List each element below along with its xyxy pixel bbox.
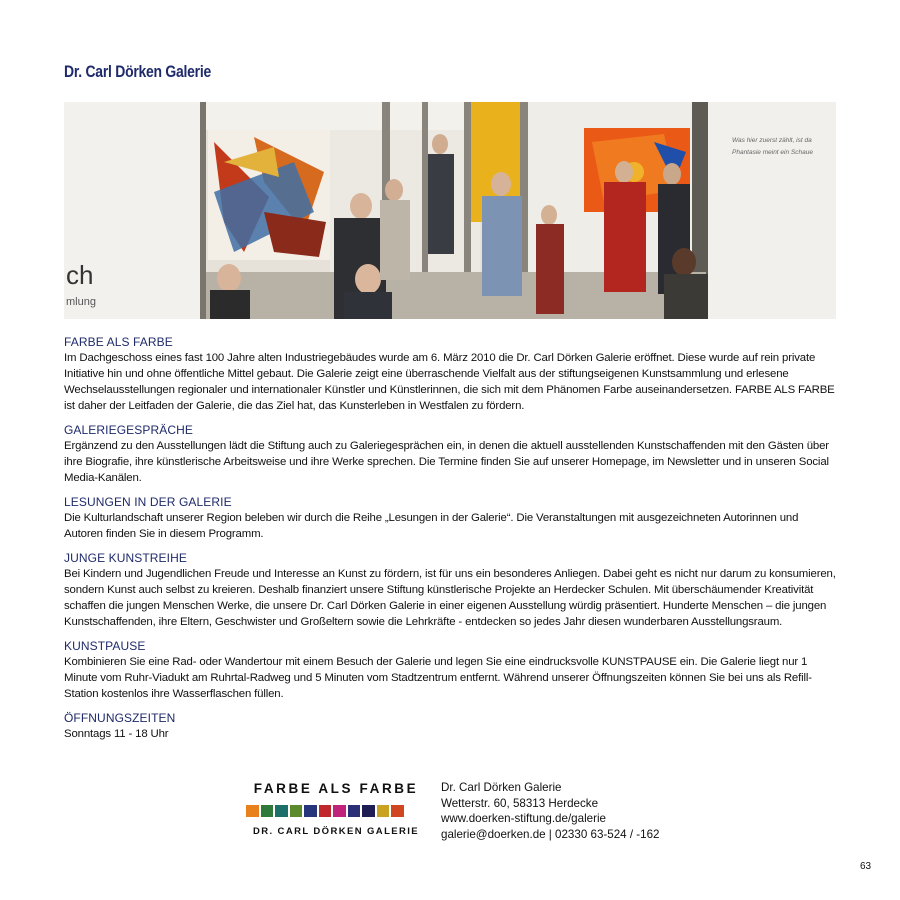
logo-swatch bbox=[348, 805, 361, 817]
address-street: Wetterstr. 60, 58313 Herdecke bbox=[441, 796, 599, 810]
section-heading: ÖFFNUNGSZEITEN bbox=[64, 711, 176, 725]
section-heading: LESUNGEN IN DER GALERIE bbox=[64, 495, 232, 509]
page-number: 63 bbox=[860, 861, 872, 872]
wall-text-right-2: Phantasie meint ein Schaue bbox=[732, 149, 813, 156]
logo-swatch bbox=[319, 805, 332, 817]
gallery-logo bbox=[246, 781, 426, 837]
logo-top-text: FARBE ALS FARBE bbox=[253, 781, 419, 796]
section-text: Im Dachgeschoss eines fast 100 Jahre alten Industriegebäudes wurde am 6. März 2010 die Dr. Carl Dörken Galerie eröffnet. Diese wurde auf rein private Initiative hin und ohne öffentliche Mittel gebaut. Die Galerie zeigt eine überraschende Vielfalt aus der stiftungseigenen Kunstsammlung und erlesene Wechselausstellungen regionaler und internationaler Künstler und Künstlerinnen, die sich mit dem Phänomen Farbe auseinandersetzen. FARBE ALS FARBE ist daher der Leitfaden der Galerie, die das Ziel hat, das Kunsterleben in Westfalen zu fördern. bbox=[64, 352, 835, 412]
section-junge-kunstreihe bbox=[64, 551, 836, 630]
logo-swatch bbox=[304, 805, 317, 817]
section-heading: JUNGE KUNSTREIHE bbox=[64, 551, 187, 565]
section-lesungen bbox=[64, 495, 836, 542]
wall-text-left-sub: mlung bbox=[66, 296, 96, 308]
logo-swatch bbox=[275, 805, 288, 817]
logo-bottom-text: DR. CARL DÖRKEN GALERIE bbox=[252, 826, 420, 837]
wall-text-left: ch bbox=[66, 260, 94, 290]
logo-swatch bbox=[362, 805, 375, 817]
section-heading: GALERIEGESPRÄCHE bbox=[64, 423, 193, 437]
section-farbe-als-farbe bbox=[64, 335, 836, 414]
logo-color-swatches bbox=[246, 805, 426, 817]
address-name: Dr. Carl Dörken Galerie bbox=[441, 781, 562, 794]
wall-text-right-1: Was hier zuerst zählt, ist da bbox=[732, 137, 812, 144]
logo-swatch bbox=[391, 805, 404, 817]
section-heading: FARBE ALS FARBE bbox=[64, 335, 173, 349]
section-text: Bei Kindern und Jugendlichen Freude und Interesse an Kunst zu fördern, ist für uns ein besonderes Anliegen. Dabei geht es nicht nur darum zu konsumieren, sondern Kunst auch selbst zu kreieren. Deshalb finanziert unsere Stiftung künstlerische Projekte an Herdecker Schulen. Mit überschäumender Kreativität schaffen die jungen Menschen Werke, die unsere Dr. Carl Dörken Galerie in einer eigenen Ausstellung würdig präsentiert. Hunderte Menschen – die jungen Kunstschaffenden, ihre Eltern, Geschwister und Großeltern sowie die Lehrkräfte - entdecken so jedes Jahr diesen wunderbaren Ausstellungsraum. bbox=[64, 568, 836, 628]
logo-swatch bbox=[290, 805, 303, 817]
contact-address bbox=[441, 780, 659, 842]
logo-swatch bbox=[246, 805, 259, 817]
gallery-photo-scene bbox=[64, 102, 836, 319]
section-text: Kombinieren Sie eine Rad- oder Wandertour mit einem Besuch der Galerie und legen Sie eine eindrucksvolle KUNSTPAUSE ein. Die Galerie liegt nur 1 Minute vom Ruhr-Viadukt am Ruhrtal-Radweg und 5 Minuten vom Stadtzentrum entfernt. Während unserer Öffnungszeiten können Sie bei uns als Refill-Station kostenlos ihre Wasserflaschen füllen. bbox=[64, 656, 812, 700]
section-oeffnungszeiten bbox=[64, 711, 836, 742]
section-heading: KUNSTPAUSE bbox=[64, 639, 146, 653]
section-kunstpause bbox=[64, 639, 836, 702]
section-text: Die Kulturlandschaft unserer Region beleben wir durch die Reihe „Lesungen in der Galerie“. Die Veranstaltungen mit ausgezeichneten Autorinnen und Autoren finden Sie in diesem Programm. bbox=[64, 512, 799, 540]
address-contact[interactable]: galerie@doerken.de | 02330 63-524 / -162 bbox=[441, 827, 660, 841]
logo-swatch bbox=[377, 805, 390, 817]
logo-swatch bbox=[261, 805, 274, 817]
content-sections bbox=[64, 335, 836, 751]
logo-swatch bbox=[333, 805, 346, 817]
page-title: Dr. Carl Dörken Galerie bbox=[64, 62, 211, 81]
gallery-photo bbox=[64, 102, 836, 319]
section-text: Ergänzend zu den Ausstellungen lädt die Stiftung auch zu Galeriegesprächen ein, in denen die aktuell ausstellenden Kunstschaffenden mit den Gästen über ihre Biografie, ihre künstlerische Arbeitsweise und ihre Werke sprechen. Die Termine finden Sie auf unserer Homepage, im Newsletter und in unseren Social Media-Kanälen. bbox=[64, 440, 829, 484]
address-web-link[interactable]: www.doerken-stiftung.de/galerie bbox=[441, 812, 606, 826]
section-galeriegespraeche bbox=[64, 423, 836, 486]
section-text: Sonntags 11 - 18 Uhr bbox=[64, 728, 169, 740]
